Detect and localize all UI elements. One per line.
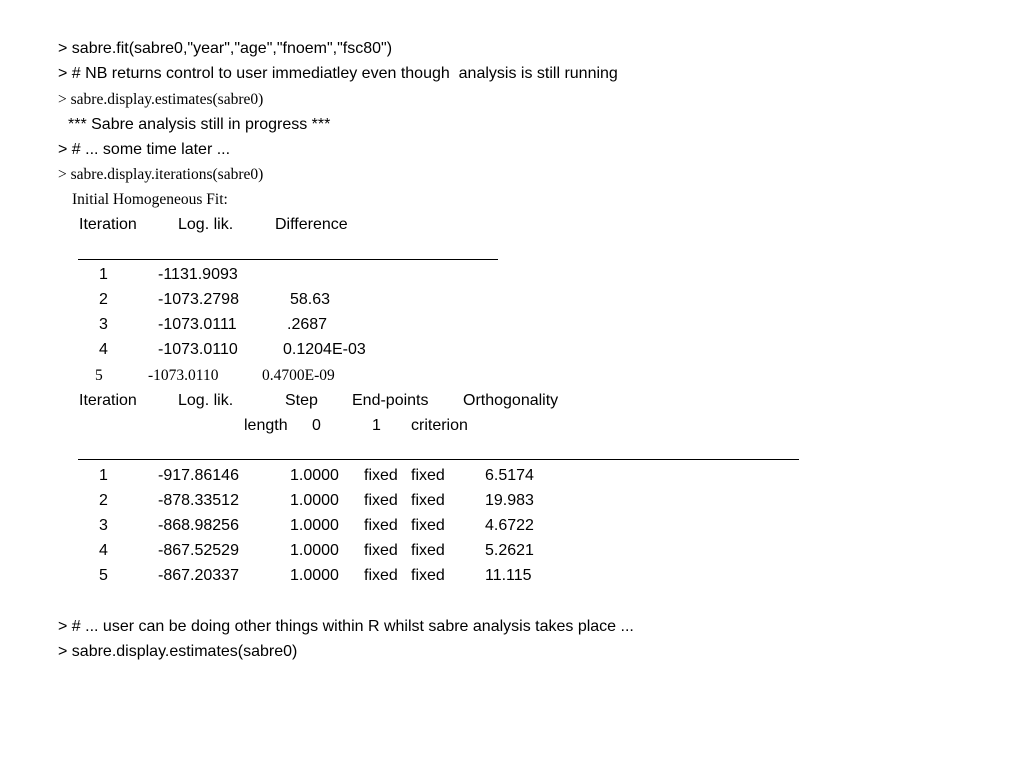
homogeneous-row-1-iteration: 1 (99, 266, 108, 283)
iterations-row-1-endpoint-0: fixed (364, 467, 398, 484)
homogeneous-row-4-difference: 0.1204E-03 (283, 341, 366, 358)
iterations-row-2-iteration: 2 (99, 492, 108, 509)
homogeneous-row-3-difference: .2687 (287, 316, 328, 333)
iterations-row-1-iteration: 1 (99, 467, 108, 484)
iterations-row-5-criterion: 11.115 (485, 567, 532, 584)
homogeneous-row-2-loglik: -1073.2798 (158, 291, 239, 308)
progress-message: *** Sabre analysis still in progress *** (68, 116, 331, 133)
command-display-iterations: > sabre.display.iterations(sabre0) (58, 166, 264, 183)
iterations-subheader-1: 1 (372, 417, 381, 434)
iterations-row-3-step: 1.0000 (290, 517, 339, 534)
iterations-row-1-criterion: 6.5174 (485, 467, 534, 484)
iterations-row-3-endpoint-0: fixed (364, 517, 398, 534)
iterations-row-4-iteration: 4 (99, 542, 108, 559)
iterations-subheader-0: 0 (312, 417, 321, 434)
homogeneous-header-difference: Difference (275, 216, 348, 233)
command-display-estimates-final: > sabre.display.estimates(sabre0) (58, 643, 298, 660)
iterations-row-5-step: 1.0000 (290, 567, 339, 584)
command-display-estimates: > sabre.display.estimates(sabre0) (58, 91, 264, 108)
comment-some-time-later: > # ... some time later ... (58, 141, 231, 158)
iterations-row-1-endpoint-1: fixed (411, 467, 445, 484)
iterations-row-2-step: 1.0000 (290, 492, 339, 509)
iterations-row-2-criterion: 19.983 (485, 492, 534, 509)
homogeneous-row-4-iteration: 4 (99, 341, 108, 358)
iterations-row-3-loglik: -868.98256 (158, 517, 239, 534)
iterations-row-4-criterion: 5.2621 (485, 542, 534, 559)
comment-user-can-continue: > # ... user can be doing other things within R whilst sabre analysis takes place ... (58, 618, 634, 635)
homogeneous-header-rule (78, 259, 498, 260)
iterations-row-5-endpoint-1: fixed (411, 567, 445, 584)
iterations-row-3-endpoint-1: fixed (411, 517, 445, 534)
iterations-row-3-criterion: 4.6722 (485, 517, 534, 534)
homogeneous-row-3-loglik: -1073.0111 (158, 316, 237, 333)
iterations-header-loglik: Log. lik. (178, 392, 234, 409)
iterations-row-4-loglik: -867.52529 (158, 542, 239, 559)
iterations-row-4-endpoint-1: fixed (411, 542, 445, 559)
homogeneous-row-2-iteration: 2 (99, 291, 108, 308)
iterations-row-4-step: 1.0000 (290, 542, 339, 559)
homogeneous-header-iteration: Iteration (79, 216, 137, 233)
iterations-row-2-loglik: -878.33512 (158, 492, 239, 509)
homogeneous-row-5-loglik: -1073.0110 (148, 367, 219, 384)
iterations-row-2-endpoint-1: fixed (411, 492, 445, 509)
homogeneous-row-5-difference: 0.4700E-09 (262, 367, 335, 384)
iterations-row-1-step: 1.0000 (290, 467, 339, 484)
homogeneous-row-4-loglik: -1073.0110 (158, 341, 238, 358)
comment-nb-returns-control: > # NB returns control to user immediatley even though analysis is still running (58, 65, 618, 82)
iterations-header-rule (78, 459, 799, 460)
homogeneous-fit-title: Initial Homogeneous Fit: (72, 191, 228, 208)
iterations-row-4-endpoint-0: fixed (364, 542, 398, 559)
iterations-row-2-endpoint-0: fixed (364, 492, 398, 509)
homogeneous-row-5-iteration: 5 (95, 367, 103, 384)
iterations-header-orthogonality: Orthogonality (463, 392, 559, 409)
homogeneous-row-2-difference: 58.63 (290, 291, 331, 308)
iterations-row-5-endpoint-0: fixed (364, 567, 398, 584)
iterations-header-end-points: End-points (352, 392, 429, 409)
homogeneous-header-loglik: Log. lik. (178, 216, 234, 233)
iterations-subheader-length: length (244, 417, 288, 434)
command-sabre-fit: > sabre.fit(sabre0,"year","age","fnoem","fsc80") (58, 40, 393, 57)
iterations-header-iteration: Iteration (79, 392, 137, 409)
homogeneous-row-1-loglik: -1131.9093 (158, 266, 238, 283)
iterations-row-5-iteration: 5 (99, 567, 108, 584)
iterations-row-3-iteration: 3 (99, 517, 108, 534)
iterations-subheader-criterion: criterion (411, 417, 468, 434)
iterations-header-step: Step (285, 392, 318, 409)
homogeneous-row-3-iteration: 3 (99, 316, 108, 333)
iterations-row-5-loglik: -867.20337 (158, 567, 239, 584)
iterations-row-1-loglik: -917.86146 (158, 467, 239, 484)
